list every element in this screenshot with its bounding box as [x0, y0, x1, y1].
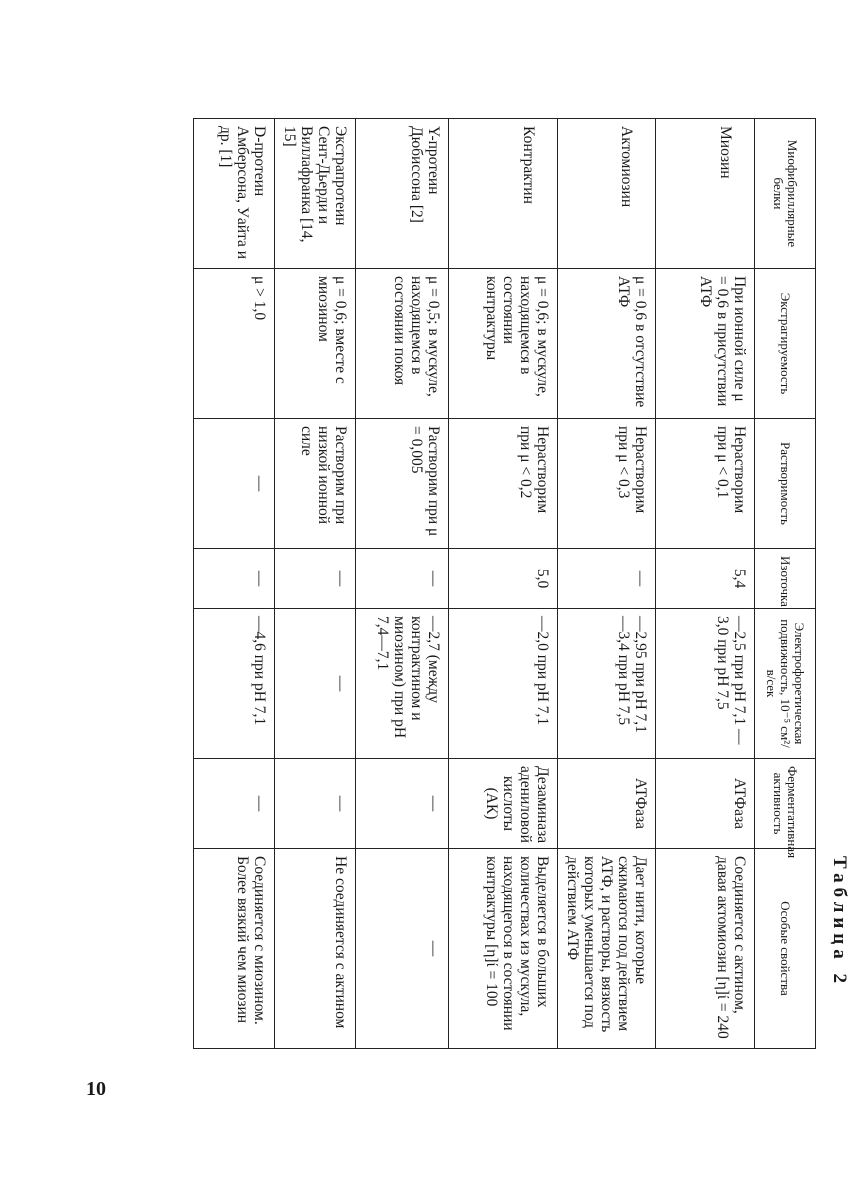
cell-solubility: Нерастворим при μ < 0,2 [449, 419, 558, 549]
cell-isopoint: 5,0 [449, 549, 558, 609]
table-header-row [755, 119, 816, 1049]
header-solubility: Растворимость [755, 419, 816, 549]
cell-enzyme: — [356, 759, 449, 849]
cell-isopoint: — [558, 549, 656, 609]
cell-solubility: Растворим при μ = 0,005 [356, 419, 449, 549]
cell-extractability: μ = 0,6; вместе с миозином [275, 269, 356, 419]
table-row [275, 119, 356, 1049]
cell-protein: D-протеин Амберсона, Уайта и др. [1] [194, 119, 275, 269]
cell-enzyme: АТФаза [558, 759, 656, 849]
header-enzyme: Ферментативная активность [755, 759, 816, 849]
table-row [656, 119, 755, 1049]
table-label: Таблица 2 [829, 855, 850, 988]
cell-solubility: Нерастворим при μ < 0,3 [558, 419, 656, 549]
cell-mobility: —2,7 (между контрактином и миозином) при рН 7,4—7,1 [356, 609, 449, 759]
table-row [558, 119, 656, 1049]
cell-isopoint: — [275, 549, 356, 609]
cell-mobility: — [275, 609, 356, 759]
table-row [449, 119, 558, 1049]
cell-special: Выделяется в больших количествах из мускула, находящегося в состоянии контрактуры [η]ί = 100 [449, 849, 558, 1049]
header-mobility: Электрофоретическая подвижность, 10⁻⁵ см²/в/сек [755, 609, 816, 759]
cell-extractability: μ = 0,6; в мускуле, находящемся в состоянии контрактуры [449, 269, 558, 419]
cell-protein: Миозин [656, 119, 755, 269]
table-row [356, 119, 449, 1049]
cell-mobility: —4,6 при рН 7,1 [194, 609, 275, 759]
cell-enzyme: — [275, 759, 356, 849]
cell-enzyme: АТФаза [656, 759, 755, 849]
cell-isopoint: 5,4 [656, 549, 755, 609]
cell-mobility: —2,0 при рН 7,1 [449, 609, 558, 759]
proteins-table [193, 118, 816, 1049]
page-number: 10 [86, 1078, 106, 1100]
cell-isopoint: — [356, 549, 449, 609]
header-isopoint: Изоточка [755, 549, 816, 609]
cell-enzyme: Дезаминаза адениловой кислоты (АК) [449, 759, 558, 849]
header-special: Особые свойства [755, 849, 816, 1049]
cell-special: Соединяется с миозином. Более вязкий чем миозин [194, 849, 275, 1049]
table-row [194, 119, 275, 1049]
cell-mobility: —2,95 при рН 7,1 —3,4 при рН 7,5 [558, 609, 656, 759]
cell-special: — [356, 849, 449, 1049]
cell-mobility: —2,5 при рН 7,1 —3,0 при рН 7,5 [656, 609, 755, 759]
cell-solubility: Нерастворим при μ < 0,1 [656, 419, 755, 549]
cell-protein: Экстрапротеин Сент-Дьерди и Виллафранка [14, 15] [275, 119, 356, 269]
cell-special: Не соединяется с актином [275, 849, 356, 1049]
cell-extractability: μ > 1,0 [194, 269, 275, 419]
rotated-table-block [110, 118, 850, 1048]
header-extractability: Экстрагируемость [755, 269, 816, 419]
cell-enzyme: — [194, 759, 275, 849]
cell-extractability: При ионной силе μ = 0,6 в присутствии АТФ [656, 269, 755, 419]
cell-extractability: μ = 0,6 в отсутствие АТФ [558, 269, 656, 419]
cell-isopoint: — [194, 549, 275, 609]
cell-protein: Актомиозин [558, 119, 656, 269]
cell-protein: Y-протеин Дюбиссона [2] [356, 119, 449, 269]
cell-extractability: μ = 0,5; в мускуле, находящемся в состоянии покоя [356, 269, 449, 419]
cell-special: Дает нити, которые сжимаются под действием АТФ, и растворы, вязкость которых уменьшается под действием АТФ [558, 849, 656, 1049]
cell-special: Соединяется с актином, давая актомиозин [η]ί = 240 [656, 849, 755, 1049]
cell-protein: Контрактин [449, 119, 558, 269]
cell-solubility: Растворим при низкой ионной силе [275, 419, 356, 549]
cell-solubility: — [194, 419, 275, 549]
header-protein: Миофибриллярные белки [755, 119, 816, 269]
